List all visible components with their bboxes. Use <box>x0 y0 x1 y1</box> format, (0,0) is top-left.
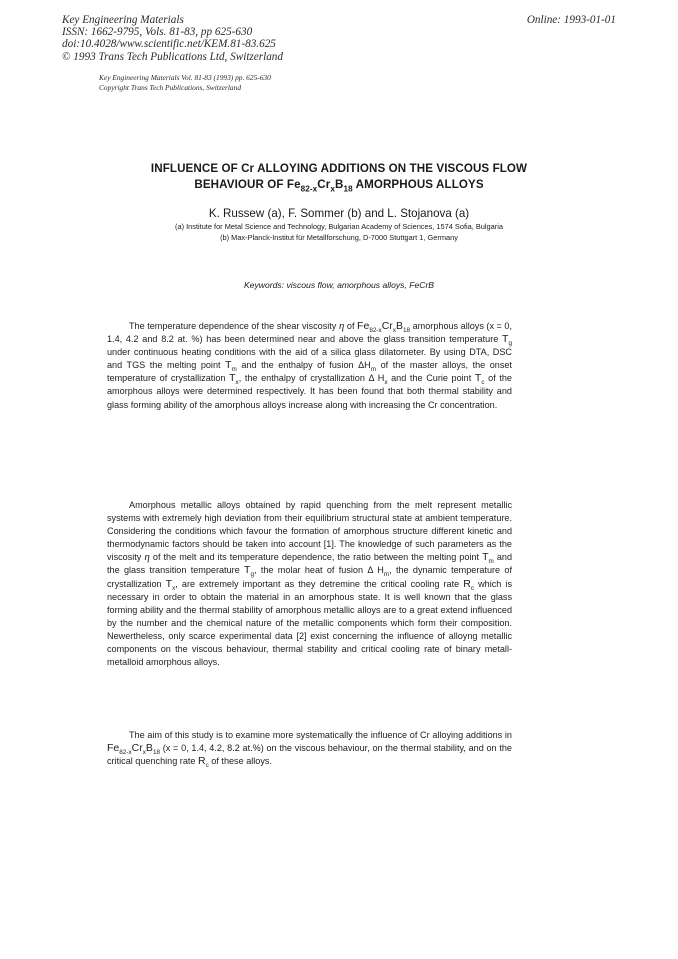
journal-name: Key Engineering Materials <box>62 14 184 26</box>
issn-line: ISSN: 1662-9795, Vols. 81-83, pp 625-630 <box>62 26 253 39</box>
original-citation-line: Key Engineering Materials Vol. 81-83 (1993) pp. 625-630 <box>99 73 271 82</box>
copyright-line: © 1993 Trans Tech Publications Ltd, Switzerland <box>62 50 283 63</box>
original-copyright-line: Copyright Trans Tech Publications, Switzerland <box>99 82 242 92</box>
eta-symbol: η <box>144 551 150 564</box>
online-date: Online: 1993-01-01 <box>526 14 616 26</box>
journal-citation-block <box>62 14 283 63</box>
intro-paragraph: Amorphous metallic alloys obtained by rapid quenching from the melt represent metallic systems with extremely high deviation from their equilibrium structural state at ambient temperature. Considering the conditions which favour the formation of amorphous structure different kinetic and thermodynamic factors should be taken into account [1]. The knowledge of such parameters as the viscosity η of the melt and its temperature dependence, the ratio between the melting point $T_m$ and the glass transition temperature $T_g$, the molar heat of fusion Δ $H_m$, the dynamic temperature of crystallization $T_x$, are extremely important as they detremine the critical cooling rate $R_c$ which is necessary in order to obtain the material in an amorphous state. It is well known that the glass forming ability and the thermal stability of amorphous metallic alloys are to a great extend influenced by the number and the chemical nature of the metallic components which form their composition. Newertheless, only scarce experimental data [2] exist concerning the influence of alloyng metallic components on the viscous behaviour, thermal stability and critical cooling rate of binary metall-metalloid amorphous alloys. <box>107 500 513 668</box>
paper-title <box>60 161 618 193</box>
eta-symbol: η <box>338 320 345 332</box>
title-line-2: BEHAVIOUR OF $Fe_{82-x}Cr_xB_{18}$ AMORPHOUS ALLOYS <box>194 178 484 194</box>
abstract-paragraph: The temperature dependence of the shear viscosity η of $Fe_{82-x}Cr_xB_{18}$ amorphous alloys (x = 0, 1.4, 4.2 and 8.2 at. %) has been determined near and above the glass transition temperature $T_g$ under continuous heating conditions with the aid of a silica glass dilatometer. By using DTA, DSC and TGS the melting point $T_m$ and the enthalpy of fusion $\Delta H_m$ of the master alloys, the onset temperature of crystallization $T_x$, the enthalpy of crystallization Δ $H_x$ and the Curie point $T_c$ of the amorphous alloys were determined respectively. It has been found that both thermal stability and glass forming ability of the amorphous alloys increase along with increasing the Cr concentration. <box>107 320 512 410</box>
aim-paragraph: The aim of this study is to examine more systematically the influence of Cr alloying additions in $Fe_{82-x}Cr_xB_{18}$ (x = 0, 1.4, 4.2, 8.2 at.%) on the viscous behaviour, on the thermal stability, and on the critical quenching rate $R_c$ of these alloys. <box>107 730 512 769</box>
keywords: Keywords: viscous flow, amorphous alloys, FeCrB <box>243 280 435 290</box>
affiliation-b: (b) Max-Planck-Institut für Metallforschung, D-7000 Stuttgart 1, Germany <box>220 233 458 243</box>
title-line-1: INFLUENCE OF Cr ALLOYING ADDITIONS ON THE VISCOUS FLOW <box>150 162 528 175</box>
original-citation-block <box>99 73 271 92</box>
affiliation-a: (a) Institute for Metal Science and Technology, Bulgarian Academy of Sciences, 1574 Sofia, Bulgaria <box>175 222 503 231</box>
doi-line: doi:10.4028/www.scientific.net/KEM.81-83.625 <box>62 38 276 51</box>
authors: K. Russew (a), F. Sommer (b) and L. Stojanova (a) <box>208 207 470 220</box>
affiliations <box>60 221 618 244</box>
